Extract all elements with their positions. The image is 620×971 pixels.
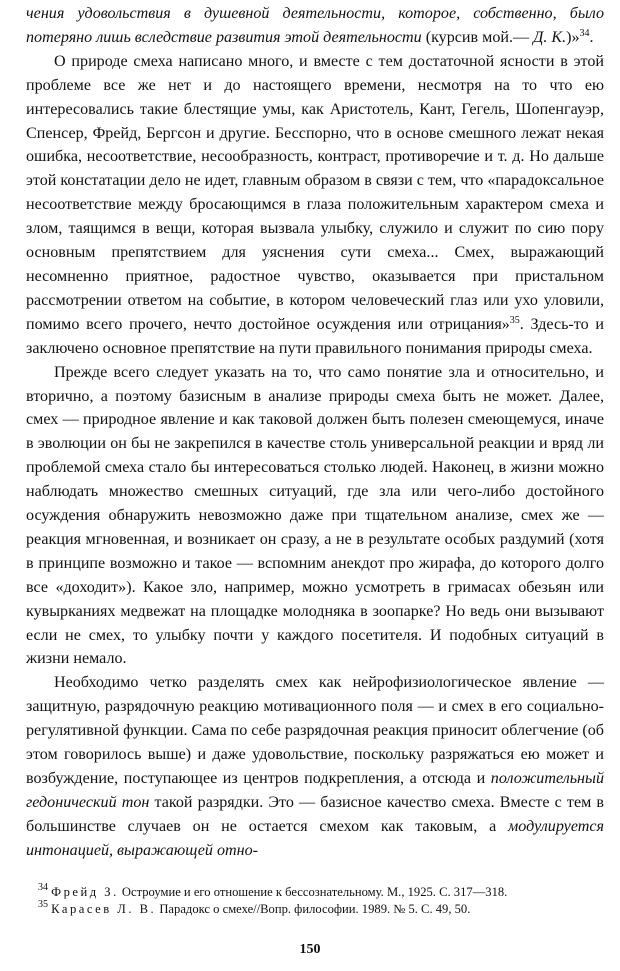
- footnote-author: Карасев Л. В.: [51, 902, 157, 916]
- footnote-number: 35: [38, 899, 48, 910]
- footnote-author: Фрейд З.: [51, 885, 119, 899]
- paragraph-discharge-reaction: [26, 671, 604, 862]
- footnote-35: [26, 901, 604, 918]
- footnote-number: 34: [38, 882, 48, 893]
- author-initials: Д. К.: [533, 28, 567, 46]
- page-number: 150: [299, 942, 321, 957]
- paragraph-text: Необходимо четко разделять смех как нейрофизиологическое явление — защитную, разрядочную реакцию мотивационного поля — и смех в его социально-регулятивной функции. Сама по себе разрядочная реакция приносит облегчение (об этом говорилось выше) и даже удовольствие, поскольку разряжаться ею может и возбуждение, поступающее из центров подкрепления, а отсюда и: [26, 674, 604, 787]
- footnote-text: Парадокс о смехе//Вопр. философии. 1989. № 5. С. 49, 50.: [156, 902, 471, 916]
- italic-phrase: положительный гедонический тон: [26, 770, 604, 811]
- paragraph-continued: [26, 2, 604, 50]
- footnote-34: [26, 884, 604, 901]
- quote-plain: (курсив мой.—: [421, 28, 534, 46]
- paragraph-text: О природе смеха написано много, и вместе с тем достаточной ясности в этой проблеме все же нет и до настоящего времени, несмотря на то что ею интересовались такие блестящие умы, как Аристотель, Кант, Гегель, Шопенгауэр, Спенсер, Фрейд, Бергсон и другие. Бесспорно, что в основе смешного лежат некая ошибка, несоответствие, несообразность, контраст, противоречие и т. д. Но дальше этой констатации дело не идет, главным образом в связи с тем, что «парадоксальное несоответствие между бросающимся в глаза положительным характером смеха и злом, таящимся в вещи, которая вызвала улыбку, служило и служит по сию пору основным препятствием для уяснения сути смеха... Смех, выражающий несомненно приятное, радостное чувство, оказывается при пристальном рассмотрении ответом на событие, в котором человеческий глаз или ухо уловили, помимо всего прочего, нечто достойное осуждения или отрицания»: [26, 52, 605, 333]
- quote-close: )»: [566, 28, 580, 46]
- footnote-text: Остроумие и его отношение к бессознательному. М., 1925. С. 317—318.: [118, 885, 508, 899]
- paragraph-evil-relative: [26, 361, 604, 672]
- paragraph-text: Прежде всего следует указать на то, что само понятие зла и относительно, и вторично, а поэтому базисным в анализе природы смеха быть не может. Далее, смех — природное явление и как таковой должен быть полезен смеющемуся, иначе в эволюции он бы не закрепился в качестве столь универсальной реакции и вряд ли проблемой смеха стало бы интересоваться столько людей. Наконец, в жизни можно наблюдать множество смешных ситуаций, где зла или чего-либо достойного осуждения обнаружить невозможно даже при тщательном анализе, смех же — реакция мгновенная, и возникает он сразу, а не в результате особых раздумий (хотя в принципе возможно и такое — вспомним анекдот про жирафа, до которого долго все «доходит»). Какое зло, например, можно усмотреть в гримасах обезьян или кувырканиях медвежат на площадке молодняка в зоопарке? Но ведь они вызывают если не смех, то улыбку почти у каждого посетителя. И подобных ситуаций в жизни немало.: [26, 363, 604, 668]
- quote-italic: чения удовольствия в душевной деятельности, которое, собственно, было потеряно лишь вследствие развития этой деятельности: [26, 5, 604, 46]
- italic-phrase: модулируется интонацией, выражающей отно-: [26, 817, 604, 859]
- footnote-ref-35: 35: [509, 314, 520, 326]
- paragraph-nature-of-laughter: [26, 50, 604, 361]
- paragraph-text: такой разрядки. Это — базисное качество смеха. Вместе с тем в большинстве случаев он не остается смехом как таковым, а: [26, 793, 604, 835]
- main-text: [26, 2, 604, 863]
- sentence-end: .: [589, 28, 594, 46]
- footnote-ref-34: 34: [579, 27, 590, 39]
- footnotes: [26, 884, 604, 918]
- paragraph-text-tail: . Здесь-то и заключено основное препятствие на пути правильного понимания природы смеха.: [26, 315, 604, 357]
